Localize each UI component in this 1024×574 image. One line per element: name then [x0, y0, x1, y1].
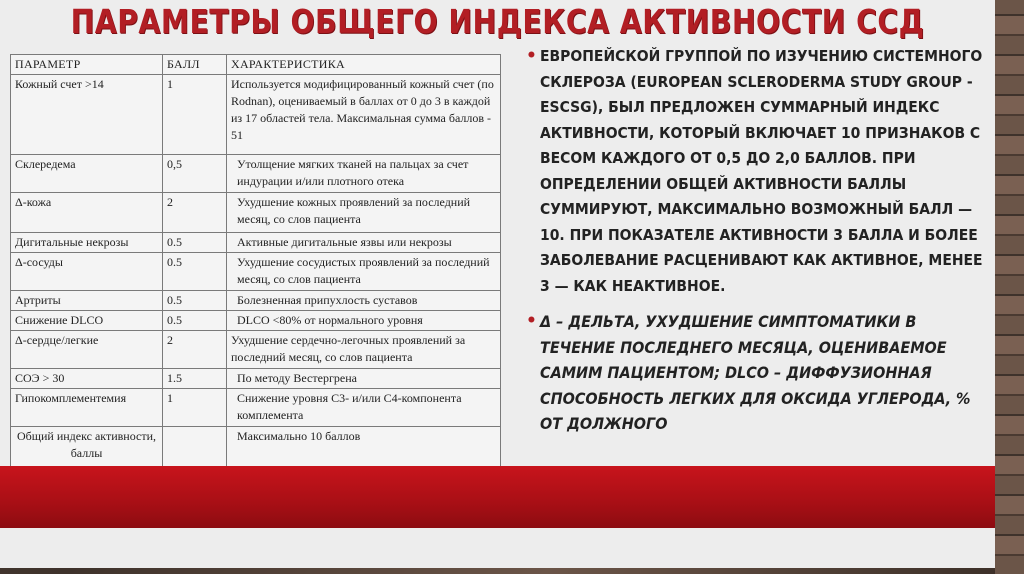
row-score: 2	[163, 193, 227, 233]
row-score: 0.5	[163, 233, 227, 253]
table-row	[11, 331, 501, 369]
bullet-text: ЕВРОПЕЙСКОЙ ГРУППОЙ ПО ИЗУЧЕНИЮ СИСТЕМНОГО СКЛЕРОЗА (EUROPEAN SCLERODERMA STUDY GROUP - ESCSG), БЫЛ ПРЕДЛОЖЕН СУММАРНЫЙ ИНДЕКС АКТИВНОСТИ, КОТОРЫЙ ВКЛЮЧАЕТ 10 ПРИЗНАКОВ С ВЕСОМ КАЖДОГО ОТ 0,5 ДО 2,0 БАЛЛОВ. ПРИ ОПРЕДЕЛЕНИИ ОБЩЕЙ АКТИВНОСТИ БАЛЛЫ СУММИРУЮТ, МАКСИМАЛЬНО ВОЗМОЖНЫЙ БАЛЛ — 10. ПРИ ПОКАЗАТЕЛЕ АКТИВНОСТИ 3 БАЛЛА И БОЛЕЕ ЗАБОЛЕВАНИЕ РАСЦЕНИВАЮТ КАК АКТИВНОЕ, МЕНЕЕ 3 — КАК НЕАКТИВНОЕ.	[540, 47, 983, 295]
row-param: Δ-сердце/легкие	[11, 331, 163, 369]
row-score: 0.5	[163, 311, 227, 331]
bottom-band	[0, 528, 995, 568]
row-score: 0,5	[163, 155, 227, 193]
activity-index-table	[10, 54, 501, 467]
row-param: Кожный счет >14	[11, 75, 163, 155]
table-row	[11, 193, 501, 233]
row-desc: Активные дигитальные язвы или некрозы	[227, 233, 501, 253]
brick-background	[995, 0, 1024, 574]
row-desc: Снижение уровня С3- и/или С4-компонента комплемента	[227, 389, 501, 427]
red-decorative-band	[0, 466, 995, 528]
row-score: 1.5	[163, 369, 227, 389]
row-param: Общий индекс активности, баллы	[11, 427, 163, 467]
table-row	[11, 369, 501, 389]
row-score: 0.5	[163, 253, 227, 291]
row-desc: По методу Вестергрена	[227, 369, 501, 389]
row-desc: Утолщение мягких тканей на пальцах за счет индурации и/или плотного отека	[227, 155, 501, 193]
row-param: Снижение DLCO	[11, 311, 163, 331]
table-row	[11, 291, 501, 311]
table-row	[11, 253, 501, 291]
table-row	[11, 389, 501, 427]
row-param: Артриты	[11, 291, 163, 311]
table-row	[11, 427, 501, 467]
row-score: 1	[163, 389, 227, 427]
row-desc: Максимально 10 баллов	[227, 427, 501, 467]
row-param: Дигитальные некрозы	[11, 233, 163, 253]
header-score: БАЛЛ	[163, 55, 227, 75]
slide-title: ПАРАМЕТРЫ ОБЩЕГО ИНДЕКСА АКТИВНОСТИ ССД	[70, 2, 925, 41]
row-score: 2	[163, 331, 227, 369]
row-desc: Ухудшение сердечно-легочных проявлений за последний месяц, со слов пациента	[227, 331, 501, 369]
bullet-escsg-index	[526, 44, 986, 299]
row-param: Склередема	[11, 155, 163, 193]
row-param: СОЭ > 30	[11, 369, 163, 389]
table-header-row	[11, 55, 501, 75]
row-param: Δ-кожа	[11, 193, 163, 233]
row-param: Δ-сосуды	[11, 253, 163, 291]
row-score	[163, 427, 227, 467]
bullet-dot-icon: •	[526, 311, 537, 331]
row-desc: Используется модифицированный кожный счет (по Rodnan), оцениваемый в баллах от 0 до 3 в каждой из 17 областей тела. Максимальная сумма баллов - 51	[227, 75, 501, 155]
row-score: 1	[163, 75, 227, 155]
table-row	[11, 311, 501, 331]
table-row	[11, 75, 501, 155]
header-description: ХАРАКТЕРИСТИКА	[227, 55, 501, 75]
bullet-dot-icon: •	[526, 46, 537, 66]
row-param: Гипокомплементемия	[11, 389, 163, 427]
header-parameter: ПАРАМЕТР	[11, 55, 163, 75]
row-desc: Болезненная припухлость суставов	[227, 291, 501, 311]
row-score: 0.5	[163, 291, 227, 311]
table-row	[11, 233, 501, 253]
row-desc: DLCO <80% от нормального уровня	[227, 311, 501, 331]
row-desc: Ухудшение сосудистых проявлений за последний месяц, со слов пациента	[227, 253, 501, 291]
bullet-list	[526, 44, 986, 437]
row-desc: Ухудшение кожных проявлений за последний месяц, со слов пациента	[227, 193, 501, 233]
table-row	[11, 155, 501, 193]
bullet-text: Δ – ДЕЛЬТА, УХУДШЕНИЕ СИМПТОМАТИКИ В ТЕЧЕНИЕ ПОСЛЕДНЕГО МЕСЯЦА, ОЦЕНИВАЕМОЕ САМИМ ПАЦИЕНТОМ; DLCO – ДИФФУЗИОННАЯ СПОСОБНОСТЬ ЛЕГКИХ ДЛЯ ОКСИДА УГЛЕРОДА, % ОТ ДОЛЖНОГО	[540, 312, 971, 433]
bullet-abbreviations	[526, 309, 986, 437]
